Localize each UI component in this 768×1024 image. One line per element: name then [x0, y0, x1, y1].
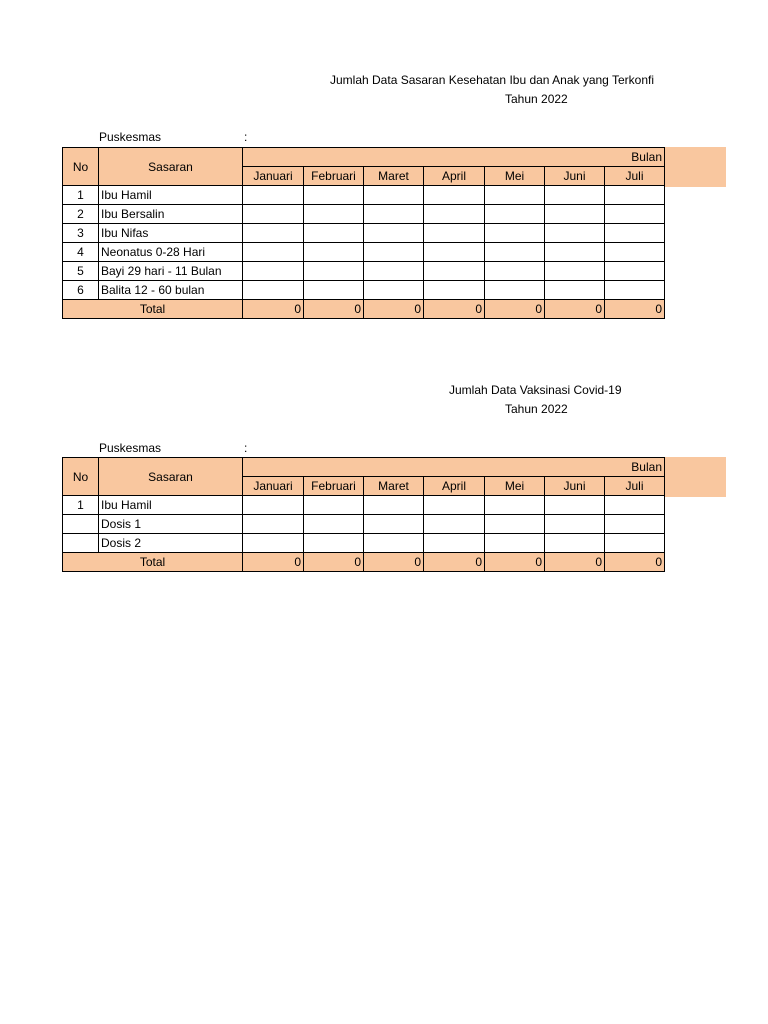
data-cell[interactable] — [364, 534, 424, 553]
data-cell[interactable] — [424, 205, 485, 224]
table-row — [63, 515, 665, 534]
data-cell[interactable] — [605, 186, 665, 205]
total-value: 0 — [605, 300, 665, 319]
total-value: 0 — [424, 300, 485, 319]
data-cell[interactable] — [424, 534, 485, 553]
data-cell[interactable] — [364, 224, 424, 243]
table-row — [63, 534, 665, 553]
row-sasaran: Ibu Nifas — [99, 224, 243, 243]
data-cell[interactable] — [545, 496, 605, 515]
row-sasaran: Balita 12 - 60 bulan — [99, 281, 243, 300]
total-label: Total — [63, 553, 243, 572]
data-cell[interactable] — [243, 224, 304, 243]
section1-header-row-1 — [63, 148, 665, 167]
row-no: 4 — [63, 243, 99, 262]
data-cell[interactable] — [243, 534, 304, 553]
data-cell[interactable] — [605, 262, 665, 281]
data-cell[interactable] — [545, 205, 605, 224]
data-cell[interactable] — [545, 534, 605, 553]
data-cell[interactable] — [545, 224, 605, 243]
data-cell[interactable] — [424, 496, 485, 515]
data-cell[interactable] — [424, 224, 485, 243]
data-cell[interactable] — [364, 205, 424, 224]
row-sasaran: Ibu Hamil — [99, 186, 243, 205]
table-row — [63, 224, 665, 243]
month-header: Juli — [605, 167, 665, 186]
total-value: 0 — [485, 300, 545, 319]
total-value: 0 — [304, 553, 364, 572]
data-cell[interactable] — [485, 243, 545, 262]
data-cell[interactable] — [485, 496, 545, 515]
data-cell[interactable] — [304, 205, 364, 224]
total-row — [63, 553, 665, 572]
data-cell[interactable] — [243, 515, 304, 534]
data-cell[interactable] — [485, 515, 545, 534]
row-no: 5 — [63, 262, 99, 281]
month-header: Juni — [545, 167, 605, 186]
sasaran-header: Sasaran — [99, 458, 243, 496]
month-header: Januari — [243, 477, 304, 496]
section2-puskesmas-colon: : — [244, 441, 248, 455]
section1-puskesmas-label: Puskesmas — [99, 130, 162, 144]
section2-table — [62, 457, 665, 572]
data-cell[interactable] — [605, 496, 665, 515]
section2-title: Jumlah Data Vaksinasi Covid-19 — [449, 383, 622, 397]
table-row — [63, 496, 665, 515]
section2-puskesmas-label: Puskesmas — [99, 441, 162, 455]
total-label: Total — [63, 300, 243, 319]
data-cell[interactable] — [605, 205, 665, 224]
table-row — [63, 186, 665, 205]
data-cell[interactable] — [605, 534, 665, 553]
data-cell[interactable] — [485, 224, 545, 243]
section2-header-row-1 — [63, 458, 665, 477]
month-header: Juli — [605, 477, 665, 496]
total-value: 0 — [485, 553, 545, 572]
data-cell[interactable] — [304, 496, 364, 515]
data-cell[interactable] — [545, 262, 605, 281]
data-cell[interactable] — [424, 262, 485, 281]
data-cell[interactable] — [243, 205, 304, 224]
total-value: 0 — [545, 300, 605, 319]
data-cell[interactable] — [485, 205, 545, 224]
data-cell[interactable] — [304, 186, 364, 205]
data-cell[interactable] — [485, 186, 545, 205]
data-cell[interactable] — [545, 243, 605, 262]
data-cell[interactable] — [545, 281, 605, 300]
total-value: 0 — [424, 553, 485, 572]
data-cell[interactable] — [485, 281, 545, 300]
section1-table — [62, 147, 665, 319]
data-cell[interactable] — [605, 224, 665, 243]
bulan-header: Bulan — [243, 458, 665, 477]
month-header: Mei — [485, 477, 545, 496]
data-cell[interactable] — [424, 281, 485, 300]
section1-title: Jumlah Data Sasaran Kesehatan Ibu dan Anak yang Terkonfi — [330, 73, 654, 87]
data-cell[interactable] — [364, 186, 424, 205]
sasaran-header: Sasaran — [99, 148, 243, 186]
month-header: Maret — [364, 477, 424, 496]
data-cell[interactable] — [243, 262, 304, 281]
data-cell[interactable] — [545, 186, 605, 205]
total-row — [63, 300, 665, 319]
data-cell[interactable] — [545, 515, 605, 534]
table-row — [63, 243, 665, 262]
data-cell[interactable] — [424, 186, 485, 205]
data-cell[interactable] — [605, 243, 665, 262]
row-no: 1 — [63, 186, 99, 205]
table-row — [63, 205, 665, 224]
section1-year: Tahun 2022 — [505, 92, 568, 106]
data-cell[interactable] — [485, 534, 545, 553]
month-header: Februari — [304, 477, 364, 496]
data-cell[interactable] — [304, 534, 364, 553]
row-no: 3 — [63, 224, 99, 243]
month-header: April — [424, 167, 485, 186]
total-value: 0 — [243, 300, 304, 319]
data-cell[interactable] — [243, 496, 304, 515]
row-sasaran: Dosis 2 — [99, 534, 243, 553]
row-sasaran: Ibu Hamil — [99, 496, 243, 515]
data-cell[interactable] — [364, 515, 424, 534]
bulan-header: Bulan — [243, 148, 665, 167]
data-cell[interactable] — [304, 281, 364, 300]
total-value: 0 — [545, 553, 605, 572]
row-no: 6 — [63, 281, 99, 300]
month-header: Maret — [364, 167, 424, 186]
data-cell[interactable] — [364, 281, 424, 300]
month-header: Februari — [304, 167, 364, 186]
data-cell[interactable] — [304, 515, 364, 534]
data-cell[interactable] — [243, 186, 304, 205]
data-cell[interactable] — [605, 515, 665, 534]
month-header: Juni — [545, 477, 605, 496]
data-cell[interactable] — [364, 243, 424, 262]
data-cell[interactable] — [605, 281, 665, 300]
data-cell[interactable] — [424, 515, 485, 534]
total-value: 0 — [364, 300, 424, 319]
table-row — [63, 281, 665, 300]
total-value: 0 — [243, 553, 304, 572]
month-header: Mei — [485, 167, 545, 186]
row-no — [63, 534, 99, 553]
section2-year: Tahun 2022 — [505, 402, 568, 416]
total-value: 0 — [304, 300, 364, 319]
section1-header-extension — [665, 147, 726, 187]
row-sasaran: Ibu Bersalin — [99, 205, 243, 224]
row-no: 2 — [63, 205, 99, 224]
data-cell[interactable] — [304, 243, 364, 262]
data-cell[interactable] — [304, 224, 364, 243]
row-sasaran: Dosis 1 — [99, 515, 243, 534]
data-cell[interactable] — [424, 243, 485, 262]
row-no: 1 — [63, 496, 99, 515]
table-row — [63, 262, 665, 281]
data-cell[interactable] — [243, 281, 304, 300]
row-sasaran: Bayi 29 hari - 11 Bulan — [99, 262, 243, 281]
row-no — [63, 515, 99, 534]
row-sasaran: Neonatus 0-28 Hari — [99, 243, 243, 262]
data-cell[interactable] — [243, 243, 304, 262]
no-header: No — [63, 458, 99, 496]
data-cell[interactable] — [304, 262, 364, 281]
month-header: April — [424, 477, 485, 496]
section1-puskesmas-colon: : — [244, 130, 248, 144]
section2-header-extension — [665, 457, 726, 497]
total-value: 0 — [364, 553, 424, 572]
total-value: 0 — [605, 553, 665, 572]
data-cell[interactable] — [485, 262, 545, 281]
month-header: Januari — [243, 167, 304, 186]
no-header: No — [63, 148, 99, 186]
data-cell[interactable] — [364, 262, 424, 281]
data-cell[interactable] — [364, 496, 424, 515]
